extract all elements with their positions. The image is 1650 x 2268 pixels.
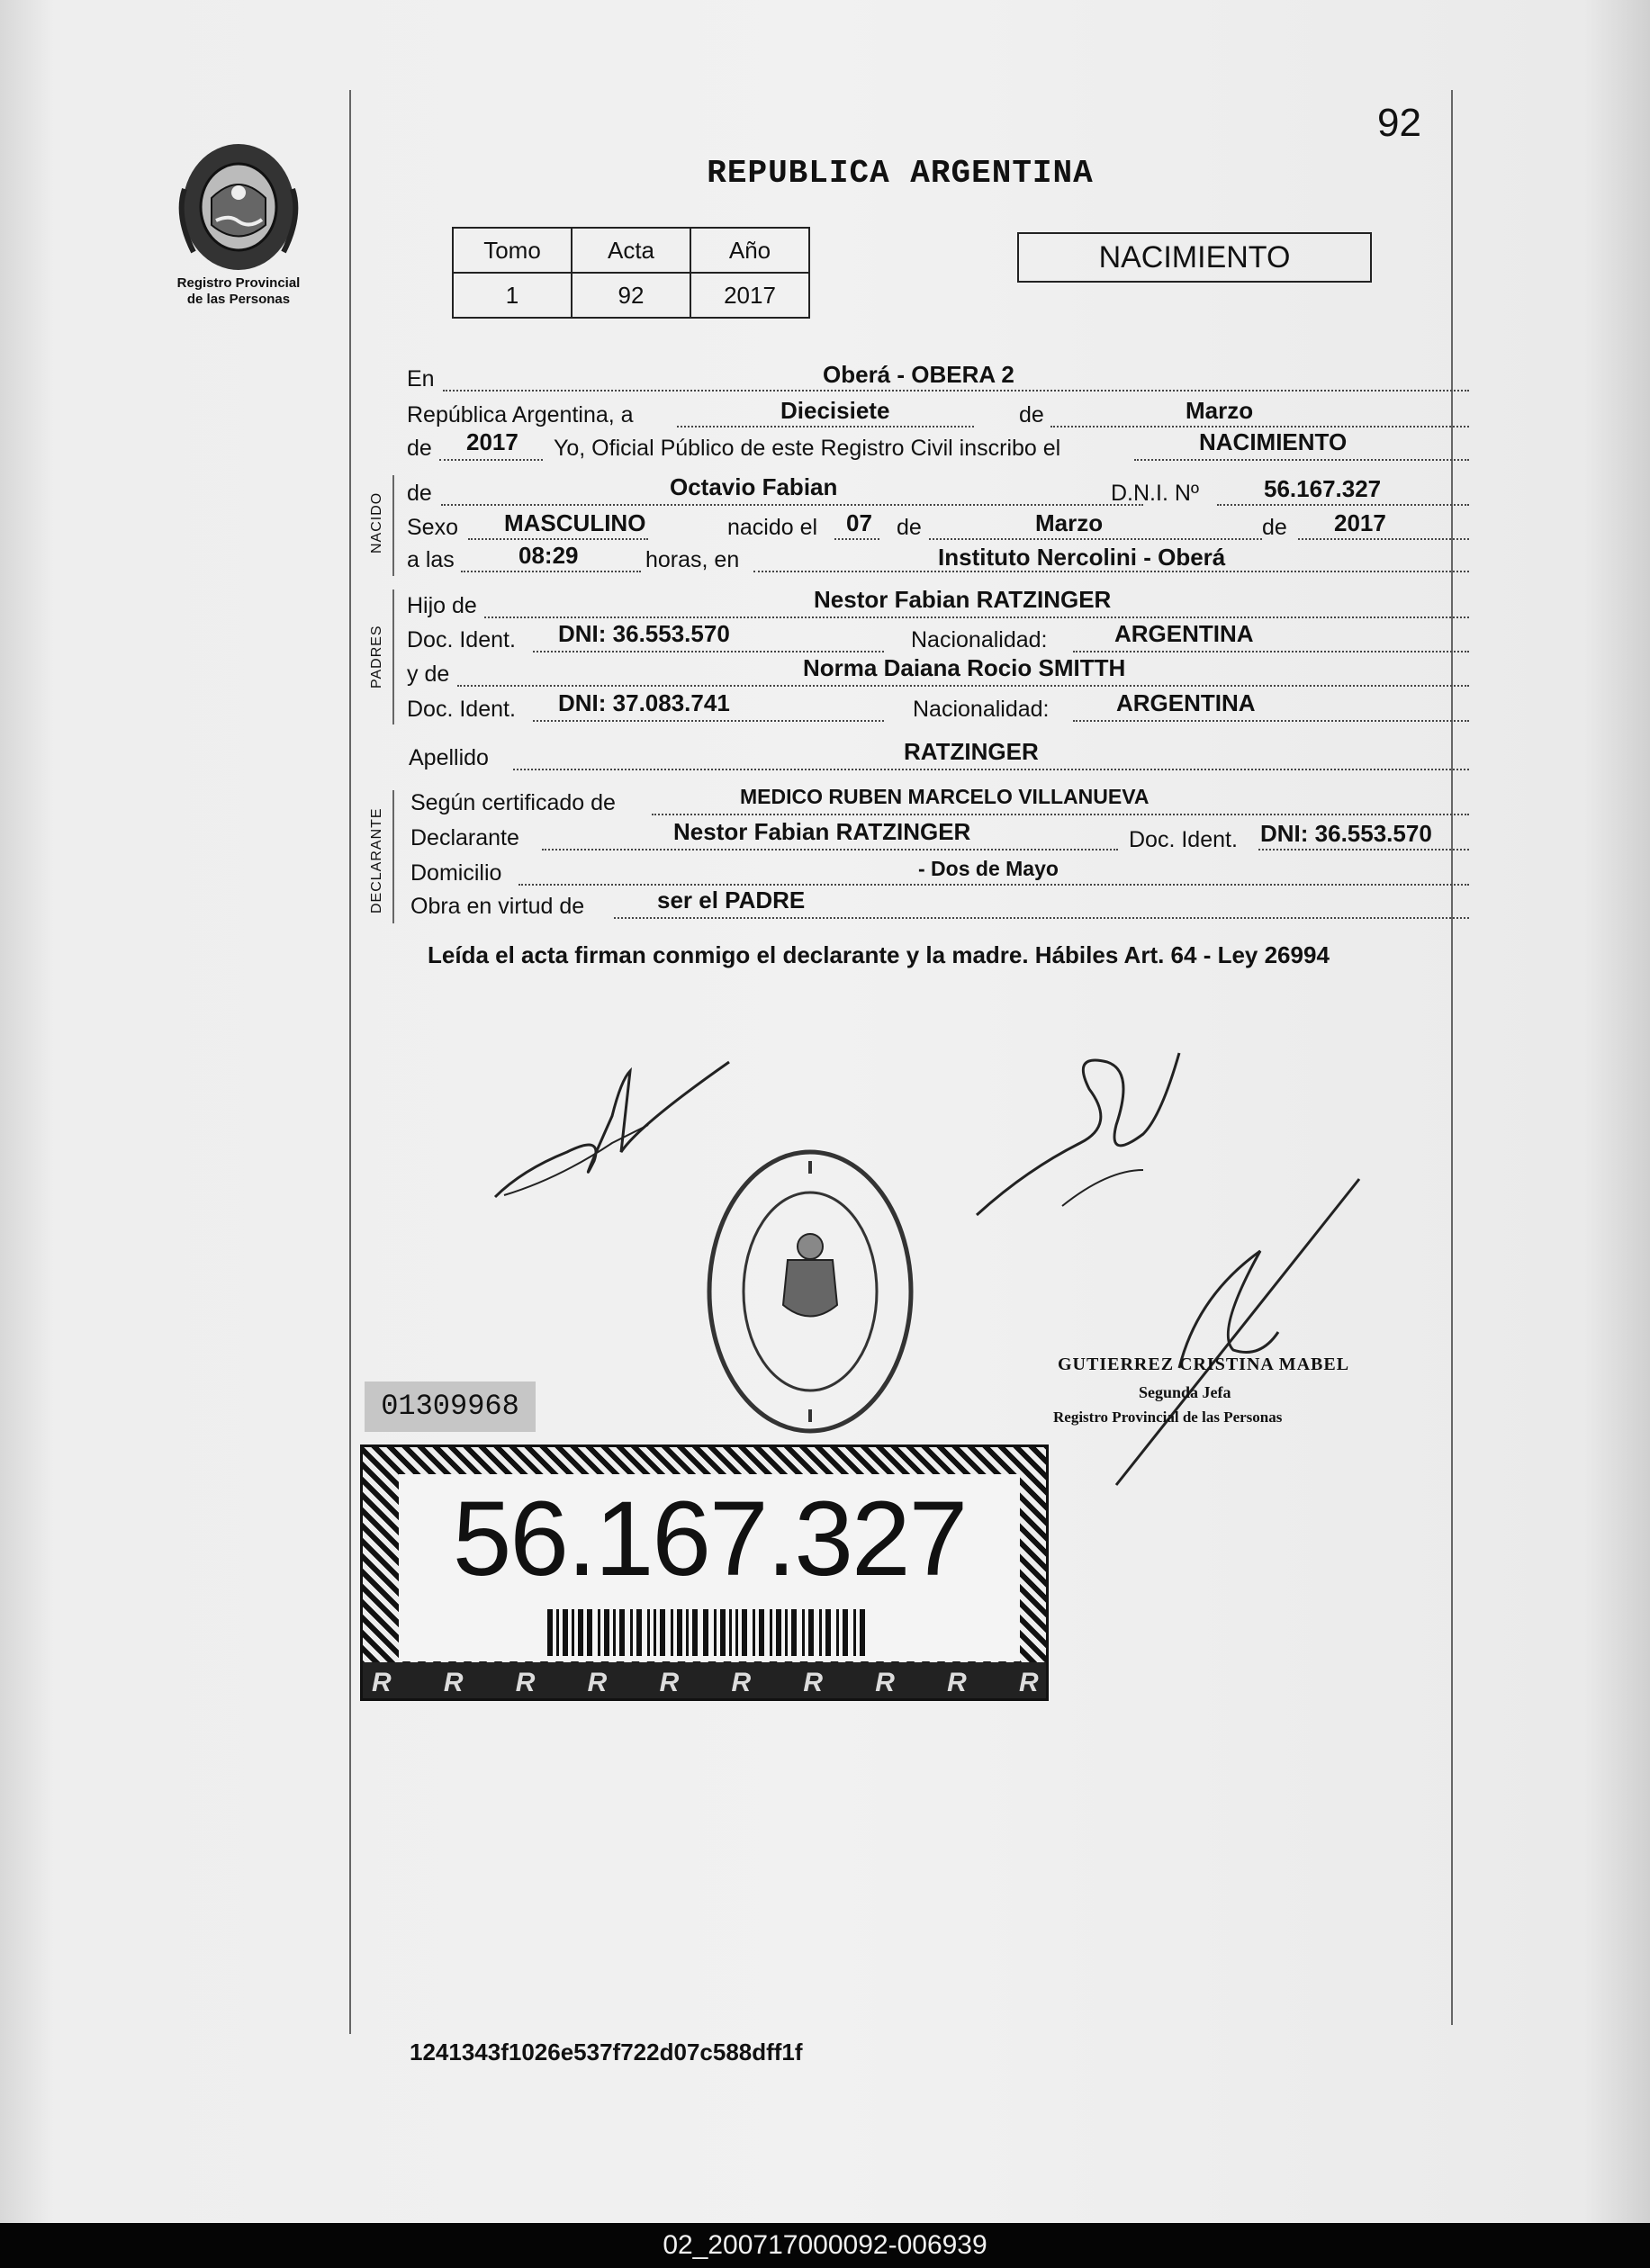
- y-de-label: y de: [407, 662, 450, 687]
- svg-text:R: R: [443, 1667, 464, 1698]
- svg-text:R: R: [803, 1667, 823, 1698]
- svg-text:R: R: [731, 1667, 752, 1698]
- record-table: [452, 227, 810, 319]
- doc1-label: Doc. Ident.: [407, 627, 516, 652]
- inscribo-label: Yo, Oficial Público de este Registro Civil inscribo el: [554, 436, 1061, 461]
- logo-caption-line2: de las Personas: [186, 292, 291, 307]
- remark-text: Leída el acta firman conmigo el declarante y la madre. Hábiles Art. 64 - Ley 26994: [428, 941, 1330, 968]
- official-name: GUTIERREZ CRISTINA MABEL: [1058, 1354, 1350, 1374]
- domicilio-label: Domicilio: [410, 860, 502, 886]
- de2-label: de: [407, 436, 432, 461]
- nacido-de-label3: de: [1262, 515, 1287, 540]
- year-value: 2017: [466, 428, 518, 455]
- day-value: Diecisiete: [780, 397, 890, 424]
- section-label-declarante: DECLARANTE: [369, 807, 384, 914]
- obra-value: ser el PADRE: [657, 886, 806, 914]
- registry-logo: [162, 135, 315, 308]
- value-acta: 92: [572, 273, 690, 318]
- sexo-value: MASCULINO: [504, 509, 646, 536]
- de-label: de: [1019, 402, 1044, 428]
- a-las-label: a las: [407, 547, 455, 572]
- domicilio-value: - Dos de Mayo: [918, 857, 1059, 880]
- cert-label: Según certificado de: [410, 790, 616, 815]
- nacido-de-label2: de: [897, 515, 922, 540]
- nac1-label: Nacionalidad:: [911, 627, 1048, 652]
- nac2-label: Nacionalidad:: [913, 697, 1050, 722]
- svg-text:R: R: [371, 1667, 392, 1698]
- act-type-box: NACIMIENTO: [1017, 232, 1372, 283]
- republica-label: República Argentina, a: [407, 402, 634, 428]
- left-margin-line: [349, 90, 351, 2034]
- mother-nationality: ARGENTINA: [1116, 689, 1256, 716]
- header-ano: Año: [690, 228, 809, 273]
- official-office: Registro Provincial de las Personas: [1053, 1408, 1283, 1426]
- inscribo-value: NACIMIENTO: [1199, 428, 1348, 455]
- birth-month: Marzo: [1035, 509, 1104, 536]
- cert-value: MEDICO RUBEN MARCELO VILLANUEVA: [740, 785, 1150, 808]
- value-ano: 2017: [690, 273, 809, 318]
- doc2-label: Doc. Ident.: [407, 697, 516, 722]
- apellido-value: RATZINGER: [904, 738, 1039, 765]
- sexo-label: Sexo: [407, 515, 458, 540]
- section-label-padres: PADRES: [369, 625, 384, 688]
- birth-year: 2017: [1334, 509, 1386, 536]
- decl-doc-label: Doc. Ident.: [1129, 827, 1238, 852]
- child-dni: 56.167.327: [1264, 475, 1382, 502]
- header-acta: Acta: [572, 228, 690, 273]
- father-name: Nestor Fabian RATZINGER: [814, 586, 1112, 613]
- horas-label: horas, en: [645, 547, 740, 572]
- svg-text:R: R: [947, 1667, 967, 1698]
- mother-name: Norma Daiana Rocio SMITTH: [803, 654, 1126, 681]
- serial-number: 01309968: [365, 1382, 536, 1432]
- registry-seal-icon: [702, 1143, 918, 1440]
- mother-doc: DNI: 37.083.741: [558, 689, 730, 716]
- section-label-nacido: NACIDO: [369, 491, 384, 554]
- month-value: Marzo: [1186, 397, 1254, 424]
- en-value: Oberá - OBERA 2: [823, 361, 1014, 388]
- birth-place: Instituto Nercolini - Oberá: [938, 544, 1226, 571]
- svg-text:R: R: [587, 1667, 608, 1698]
- svg-text:R: R: [659, 1667, 680, 1698]
- logo-caption-line1: Registro Provincial: [176, 275, 301, 291]
- apellido-label: Apellido: [409, 745, 489, 770]
- obra-label: Obra en virtud de: [410, 894, 585, 919]
- en-label: En: [407, 366, 435, 392]
- official-signature-icon: [1107, 1170, 1377, 1494]
- barcode-bars-icon: [547, 1609, 871, 1656]
- father-doc: DNI: 36.553.570: [558, 620, 730, 647]
- official-role: Segunda Jefa: [1139, 1383, 1231, 1401]
- barcode-panel: [399, 1474, 1020, 1661]
- decl-value: Nestor Fabian RATZINGER: [673, 818, 971, 845]
- decl-doc: DNI: 36.553.570: [1260, 820, 1432, 847]
- svg-text:R: R: [515, 1667, 536, 1698]
- father-nationality: ARGENTINA: [1114, 620, 1254, 647]
- registry-seal: [702, 1143, 918, 1444]
- decl-label: Declarante: [410, 825, 519, 850]
- barcode-label: [360, 1444, 1049, 1701]
- value-tomo: 1: [453, 273, 572, 318]
- header-tomo: Tomo: [453, 228, 572, 273]
- barcode-number: 56.167.327: [452, 1480, 967, 1598]
- province-coat-of-arms-icon: [176, 135, 302, 270]
- dni-label: D.N.I. Nº: [1111, 481, 1200, 506]
- nacido-de-label: de: [407, 481, 432, 506]
- right-margin-line: [1451, 90, 1453, 2025]
- document-hash: 1241343f1026e537f722d07c588dff1f: [410, 2038, 803, 2066]
- page-number: 92: [1377, 101, 1421, 145]
- footer-filename: 02_200717000092-006939: [0, 2223, 1650, 2268]
- birth-time: 08:29: [518, 542, 579, 569]
- child-name: Octavio Fabian: [670, 473, 838, 500]
- birth-day: 07: [846, 509, 872, 536]
- document-title: REPUBLICA ARGENTINA: [707, 155, 1094, 192]
- svg-text:R: R: [875, 1667, 895, 1698]
- barcode-pattern-strip: [363, 1662, 1046, 1698]
- nacido-el-label: nacido el: [727, 515, 818, 540]
- svg-text:R: R: [1019, 1667, 1039, 1698]
- barcode-pattern-icon: [363, 1662, 1046, 1698]
- hijo-de-label: Hijo de: [407, 593, 477, 618]
